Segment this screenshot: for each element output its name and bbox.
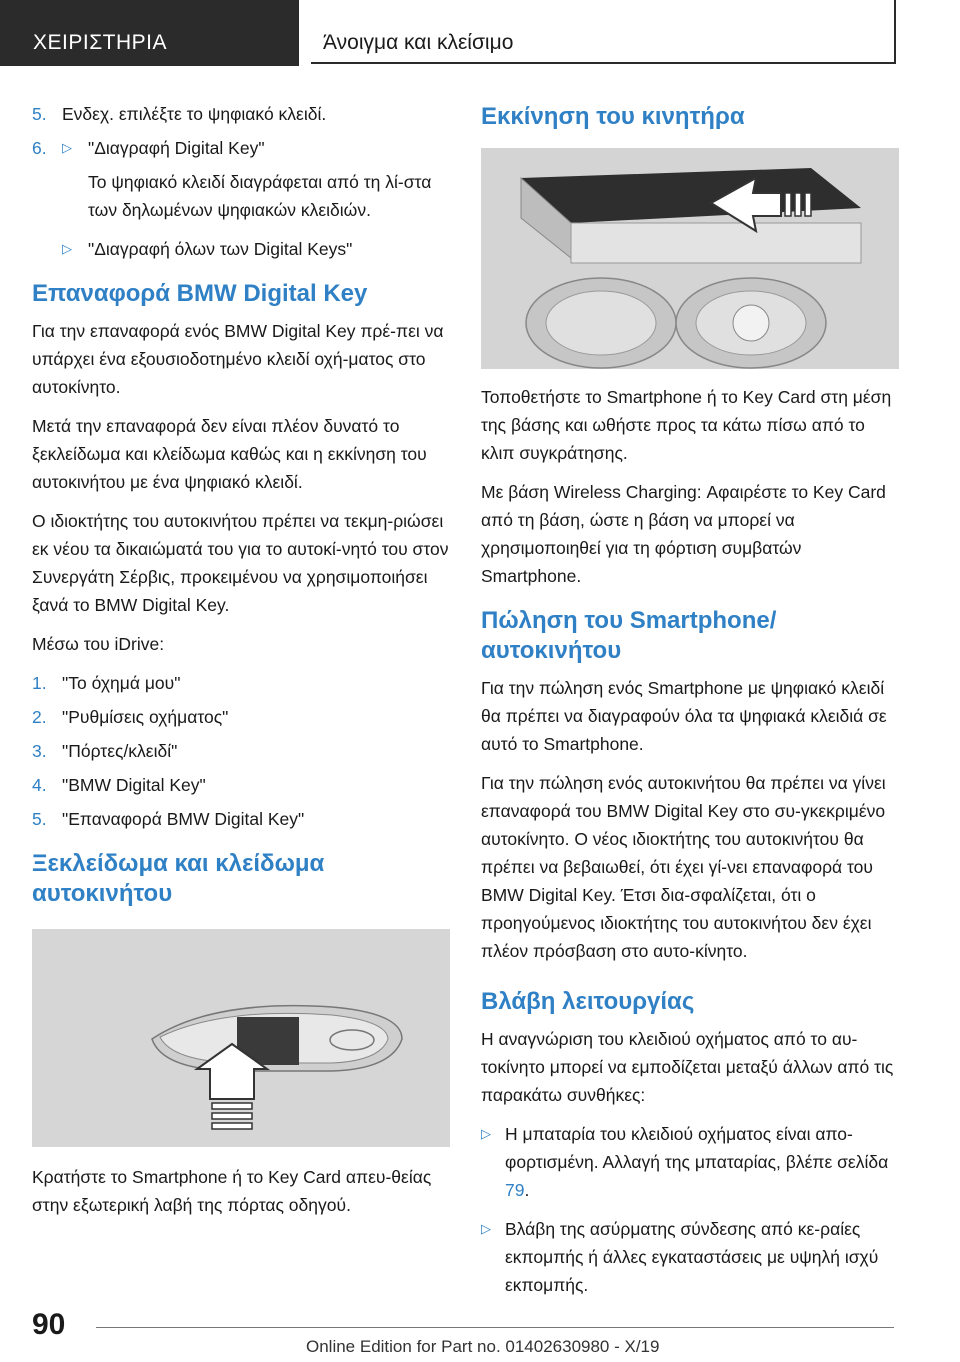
triangle-right-icon: ▷ xyxy=(62,140,72,155)
list-item xyxy=(32,805,450,833)
triangle-right-icon: ▷ xyxy=(481,1221,491,1236)
right-column xyxy=(481,100,899,1310)
paragraph: Για την επαναφορά ενός BMW Digital Key πρέ-πει να υπάρχει ένα εξουσιοδοτημένο κλειδί οχή-ματος στο αυτοκίνητο. xyxy=(32,321,444,397)
left-column xyxy=(32,100,450,1230)
list-item xyxy=(32,737,450,765)
image-caption: Κρατήστε το Smartphone ή το Key Card απευ-θείας στην εξωτερική λαβή της πόρτας οδηγού. xyxy=(32,1167,432,1215)
page-number: 90 xyxy=(32,1308,66,1341)
step-text: "Διαγραφή Digital Key" xyxy=(88,138,265,158)
footer-edition: Online Edition for Part no. 01402630980 - X/19 xyxy=(306,1337,660,1356)
step-number: 4. xyxy=(32,775,47,795)
step-text: "BMW Digital Key" xyxy=(62,775,206,795)
wireless-tray-drawing xyxy=(481,148,899,369)
paragraph: Για την πώληση ενός αυτοκινήτου θα πρέπει να γίνει επαναφορά του BMW Digital Key στο συ-γκεκριμένο αυτοκίνητο. Ο νέος ιδιοκτήτης του αυτοκινήτου θα πρέπει να βεβαιωθεί, ότι έχει γί-νει επαναφορά του BMW Digital Key. Έτσι δια-σφαλίζεται, ότι ο προηγούμενος ιδιοκτήτης του αυτοκινήτου δεν έχει πλέον πρόσβαση στο αυτο-κίνητο. xyxy=(481,773,886,961)
header-title-box xyxy=(311,0,896,64)
header-section-tab xyxy=(0,0,299,66)
door-handle-illustration xyxy=(32,929,450,1147)
bullet-text-main: Η μπαταρία του κλειδιού οχήματος είναι απο-φορτισμένη. Αλλαγή της μπαταρίας, βλέπε σελίδα xyxy=(505,1124,889,1172)
header-title: Άνοιγμα και κλείσιμο xyxy=(323,31,514,54)
paragraph: Η αναγνώριση του κλειδιού οχήματος από το αυ-τοκίνητο μπορεί να εμποδίζεται μεταξύ άλλων από τις παρακάτω συνθήκες: xyxy=(481,1029,894,1105)
section-heading: Βλάβη λειτουργίας xyxy=(481,988,695,1015)
list-item xyxy=(32,669,450,697)
paragraph: Με βάση Wireless Charging: Αφαιρέστε το Key Card από τη βάση, ώστε η βάση να μπορεί να χρησιμοποιηθεί για τη φόρτιση συμβατών Smartphone. xyxy=(481,482,886,586)
triangle-right-icon: ▷ xyxy=(481,1126,491,1141)
step-number: 5. xyxy=(32,104,47,124)
step-number: 6. xyxy=(32,138,47,158)
step-number: 3. xyxy=(32,741,47,761)
list-item xyxy=(481,1120,899,1204)
bullet-text xyxy=(505,1120,899,1204)
list-item xyxy=(32,134,450,162)
wireless-tray-illustration xyxy=(481,148,899,369)
triangle-right-icon: ▷ xyxy=(62,241,72,256)
list-item xyxy=(32,703,450,731)
section-heading: Επαναφορά BMW Digital Key xyxy=(32,280,368,307)
paragraph: Μέσω του iDrive: xyxy=(32,634,165,654)
step-text: Ενδεχ. επιλέξτε το ψηφιακό κλειδί. xyxy=(62,104,327,124)
paragraph: Τοποθετήστε το Smartphone ή το Key Card στη μέση της βάσης και ωθήστε προς τα κάτω πίσω από το κλιπ συγκράτησης. xyxy=(481,387,892,463)
paragraph: Μετά την επαναφορά δεν είναι πλέον δυνατό το ξεκλείδωμα και κλείδωμα καθώς και η εκκίνηση του αυτοκινήτου με ένα ψηφιακό κλειδί. xyxy=(32,416,427,492)
step-text: "Πόρτες/κλειδί" xyxy=(62,741,178,761)
list-item xyxy=(32,100,450,128)
bullet-text: Βλάβη της ασύρματης σύνδεσης από κε-ραίες εκπομπής ή άλλες εγκαταστάσεις με υψηλή ισχύ εκπομπής. xyxy=(505,1219,879,1295)
step-description: Το ψηφιακό κλειδί διαγράφεται από τη λί-στα των δηλωμένων ψηφιακών κλειδιών. xyxy=(88,172,432,220)
paragraph: Ο ιδιοκτήτης του αυτοκινήτου πρέπει να τεκμη-ριώσει εκ νέου τα δικαιώματά του για το αυτοκί-νητό του στον Συνεργάτη Σέρβις, προκειμένου να χρησιμοποιήσει ξανά το BMW Digital Key. xyxy=(32,511,449,615)
list-item xyxy=(32,235,450,263)
door-handle-drawing xyxy=(32,929,450,1147)
step-number: 2. xyxy=(32,707,47,727)
step-number: 1. xyxy=(32,673,47,693)
bullet-text-end: . xyxy=(524,1180,530,1200)
header-section-label: ΧΕΙΡΙΣΤΗΡΙΑ xyxy=(33,31,168,54)
list-item xyxy=(32,771,450,799)
section-heading: Ξεκλείδωμα και κλείδωμα αυτοκινήτου xyxy=(32,850,325,907)
step-text: "Διαγραφή όλων των Digital Keys" xyxy=(88,239,353,259)
section-heading: Πώληση του Smartphone/αυτοκινήτου xyxy=(481,607,777,664)
step-number: 5. xyxy=(32,809,47,829)
page-reference-link[interactable]: 79 xyxy=(505,1180,525,1200)
paragraph: Για την πώληση ενός Smartphone με ψηφιακό κλειδί θα πρέπει να διαγραφούν όλα τα ψηφιακά κλειδιά σε αυτό το Smartphone. xyxy=(481,678,887,754)
step-text: "Το όχημά μου" xyxy=(62,673,181,693)
footer-divider xyxy=(96,1327,894,1328)
list-item xyxy=(481,1215,899,1299)
step-text: "Ρυθμίσεις οχήματος" xyxy=(62,707,229,727)
step-text: "Επαναφορά BMW Digital Key" xyxy=(62,809,305,829)
section-heading: Εκκίνηση του κινητήρα xyxy=(481,103,745,130)
